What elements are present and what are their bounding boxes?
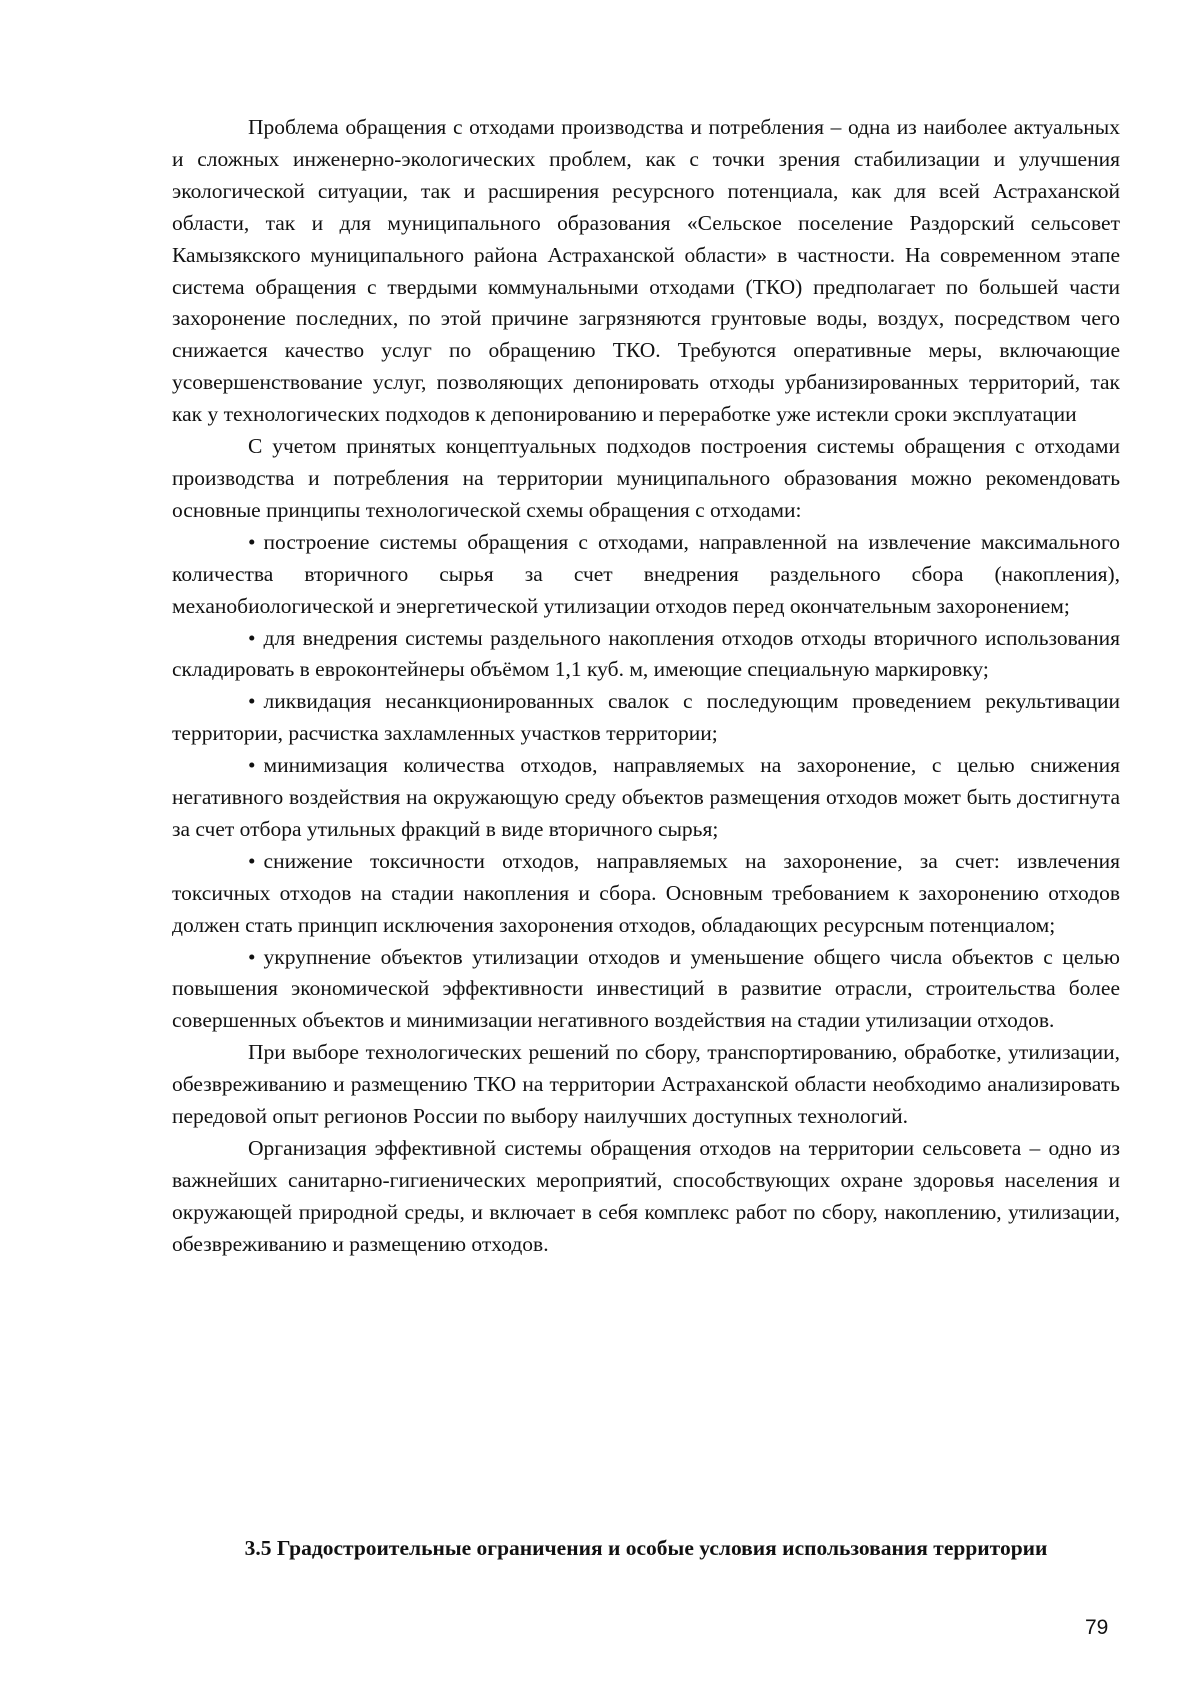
bullet-icon: • [248,848,256,873]
bullet-icon: • [248,753,256,778]
bullet-icon: • [248,529,256,554]
bullet-text: ликвидация несанкционированных свалок с последующим проведением рекультивации территории, расчистка захламленных участков территории; [172,689,1120,746]
bullet-icon: • [248,625,256,650]
bullet-item [172,942,1120,1038]
bullet-text: снижение токсичности отходов, направляемых на захоронение, за счет: извлечения токсичных отходов на стадии накопления и сбора. Основным требованием к захоронению отходов должен стать принцип исключения захоронения отходов, обладающих ресурсным потенциалом; [172,848,1120,937]
bullet-icon: • [248,944,256,969]
page-number: 79 [1085,1616,1109,1639]
paragraph-principles-intro: С учетом принятых концептуальных подходов построения системы обращения с отходами производства и потребления на территории муниципального образования можно рекомендовать основные принципы технологической схемы обращения с отходами: [172,434,1120,522]
bullet-text: минимизация количества отходов, направляемых на захоронение, с целью снижения негативного воздействия на окружающую среду объектов размещения отходов может быть достигнута за счет отбора утильных фракций в виде вторичного сырья; [172,753,1120,841]
bullet-text: укрупнение объектов утилизации отходов и уменьшение общего числа объектов с целью повышения экономической эффективности инвестиций в развитие отрасли, строительства более совершенных объектов и минимизации негативного воздействия на стадии утилизации отходов. [172,944,1120,1033]
bullet-item [172,527,1120,623]
paragraph-organization: Организация эффективной системы обращения отходов на территории сельсовета – одно из важнейших санитарно-гигиенических мероприятий, способствующих охране здоровья населения и окружающей природной среды, и включает в себя комплекс работ по сбору, накоплению, утилизации, обезвреживанию и размещению отходов. [172,1136,1120,1256]
bullet-item [172,686,1120,750]
bullet-text: построение системы обращения с отходами, направленной на извлечение максимального количества вторичного сырья за счет внедрения раздельного сбора (накопления), механобиологической и энергетической утилизации отходов перед окончательным захоронением; [172,529,1120,618]
bullet-item [172,846,1120,942]
section-heading: 3.5 Градостроительные ограничения и особые условия использования территории [244,1536,1048,1560]
bullet-item [172,750,1120,846]
paragraph-waste-problem: Проблема обращения с отходами производства и потребления – одна из наиболее актуальных и сложных инженерно-экологических проблем, как с точки зрения стабилизации и улучшения экологической ситуации, так и расширения ресурсного потенциала, как для всей Астраханской области, так и для муниципального образования «Сельское поселение Раздорский сельсовет Камызякского муниципального района Астраханской области» в частности. На современном этапе система обращения с твердыми коммунальными отходами (ТКО) предполагает по большей части захоронение последних, по этой причине загрязняются грунтовые воды, воздух, посредством чего снижается качество услуг по обращению ТКО. Требуются оперативные меры, включающие усовершенствование услуг, позволяющих депонировать отходы урбанизированных территорий, так как у технологических подходов к депонированию и переработке уже истекли сроки эксплуатации [172,115,1120,427]
document-body [172,112,1120,1261]
bullet-text: для внедрения системы раздельного накопления отходов отходы вторичного использования складировать в евроконтейнеры объёмом 1,1 куб. м, имеющие специальную маркировку; [172,625,1120,682]
bullet-item [172,623,1120,687]
paragraph-technology-choice: При выборе технологических решений по сбору, транспортированию, обработке, утилизации, обезвреживанию и размещению ТКО на территории Астраханской области необходимо анализировать передовой опыт регионов России по выбору наилучших доступных технологий. [172,1040,1120,1129]
bullet-icon: • [248,689,256,714]
